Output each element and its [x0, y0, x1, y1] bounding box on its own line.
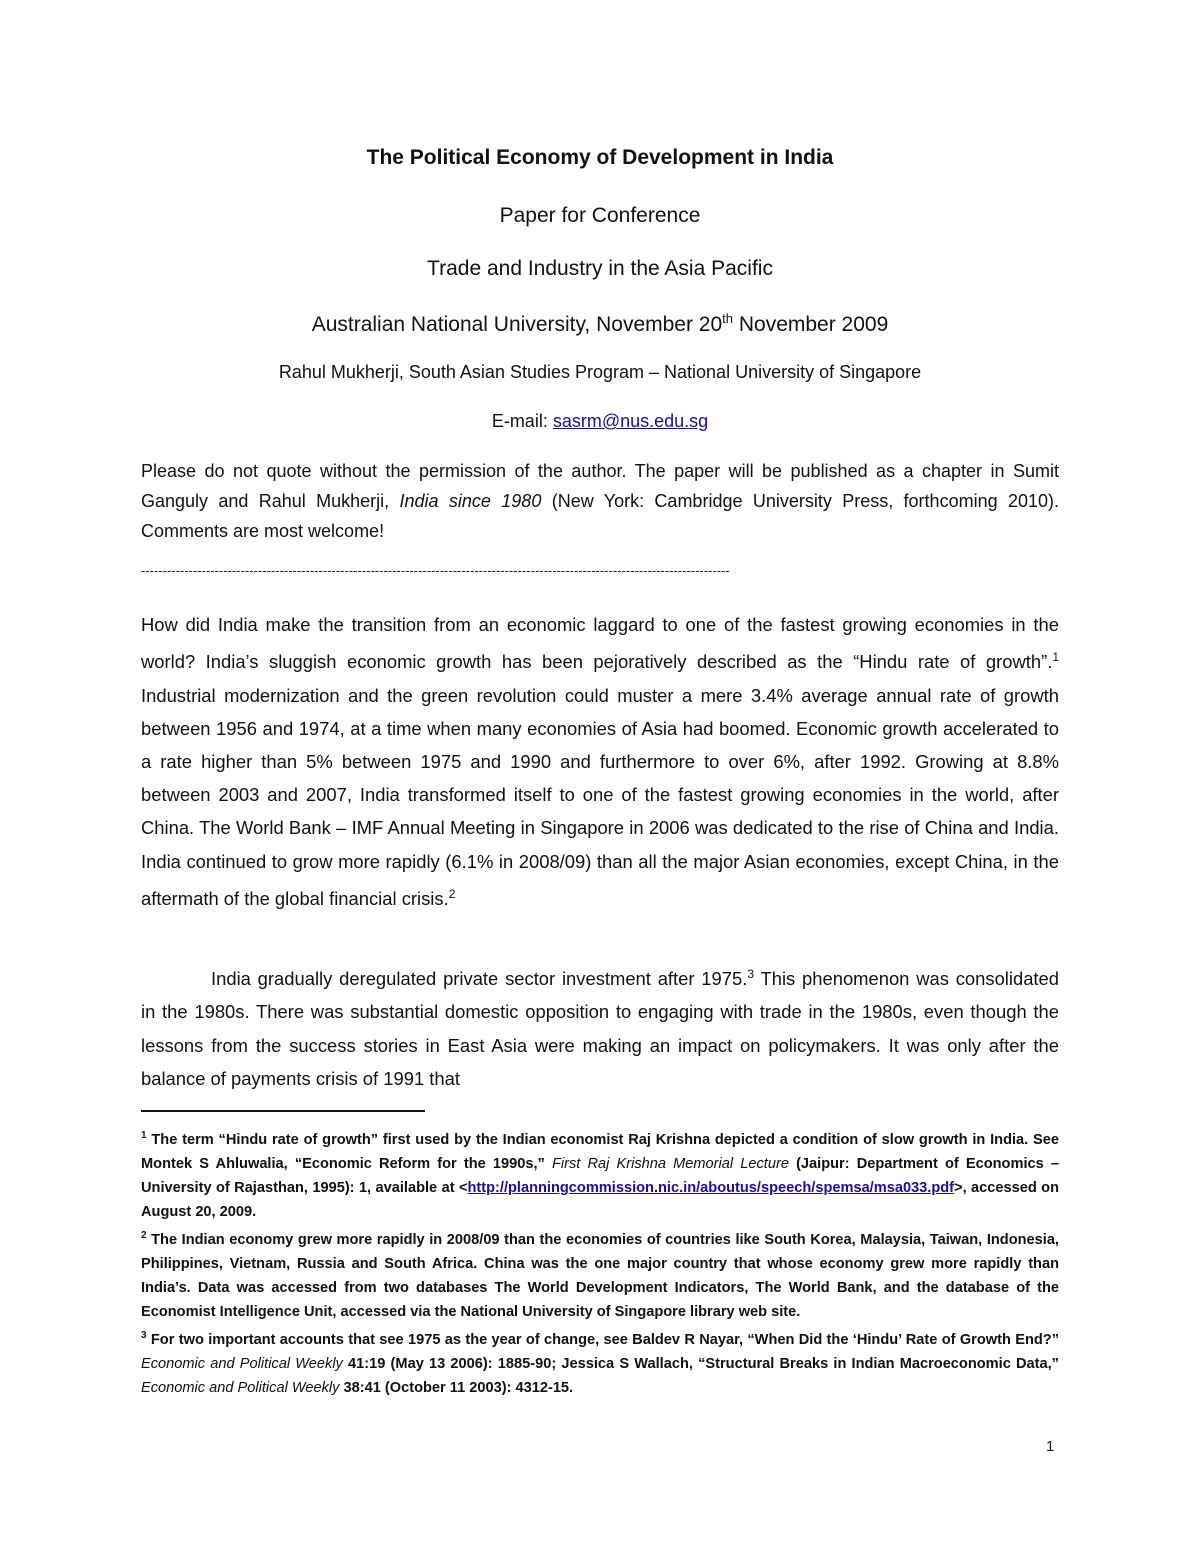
- footnote-3-journal-1: Economic and Political Weekly: [141, 1355, 343, 1372]
- venue-suffix: November 2009: [733, 313, 889, 336]
- email-label: E-mail:: [491, 411, 553, 431]
- footnote-1-text-b: (Jaipur: Department of Economics – University of Rajasthan, 1995): 1, available at <: [141, 1155, 1059, 1196]
- footnote-1-lecture-title: First Raj Krishna Memorial Lecture: [551, 1155, 789, 1172]
- footnotes: [141, 1124, 1059, 1400]
- footnote-3-text-c: 38:41 (October 11 2003): 4312-15.: [339, 1379, 574, 1396]
- email-line: [141, 411, 1059, 432]
- p2-text-a: India gradually deregulated private sector investment after 1975.: [211, 968, 748, 990]
- permission-notice: [141, 456, 1059, 546]
- notice-part2: (New York: Cambridge University Press, forthcoming 2010). Comments are most welcome!: [141, 491, 1059, 541]
- footnote-3-text-a: For two important accounts that see 1975 as the year of change, see Baldev R Nayar, “When Did the ‘Hindu’ Rate of Growth End?”: [146, 1331, 1059, 1348]
- p1-text-b: Industrial modernization and the green revolution could muster a mere 3.4% average annual rate of growth between 1956 and 1974, at a time when many economies of Asia had boomed. Economic growth accelerated to a rate higher than 5% between 1975 and 1990 and furthermore to over 6%, after 1992. Growing at 8.8% between 2003 and 2007, India transformed itself to one of the fastest growing economies in the world, after China. The World Bank – IMF Annual Meeting in Singapore in 2006 was dedicated to the rise of China and India. India continued to grow more rapidly (6.1% in 2008/09) than all the major Asian economies, except China, in the aftermath of the global financial crisis.: [141, 684, 1059, 909]
- footnote-2-number: 2: [141, 1229, 147, 1241]
- email-link[interactable]: sasrm@nus.edu.sg: [552, 411, 709, 431]
- footnote-3-journal-2: Economic and Political Weekly: [141, 1379, 340, 1396]
- footnote-ref-2[interactable]: 2: [448, 886, 456, 901]
- venue-superscript: th: [722, 311, 734, 326]
- footnote-1-number: 1: [141, 1130, 147, 1141]
- author-affiliation: Rahul Mukherji, South Asian Studies Program – National University of Singapore: [278, 362, 922, 382]
- notice-book-title: India since 1980: [399, 491, 542, 511]
- footnote-3: [141, 1324, 1059, 1400]
- footnote-ref-3[interactable]: 3: [747, 967, 755, 981]
- footnote-2: [141, 1224, 1059, 1324]
- footnote-1: [141, 1124, 1059, 1224]
- p2-text-b: This phenomenon was consolidated in the 1980s. There was substantial domestic opposition to engaging with trade in the 1980s, even though the lessons from the success stories in East Asia were making an impact on policymakers. It was only after the balance of payments crisis of 1991 that: [141, 968, 1059, 1089]
- p1-text-a: How did India make the transition from an economic laggard to one of the fastest growing economies in the world? India’s sluggish economic growth has been pejoratively described as the “Hindu rate of growth”.: [141, 614, 1059, 673]
- footnote-1-text-c: >, accessed on August 20, 2009.: [141, 1179, 1059, 1220]
- conference-name: Trade and Industry in the Asia Pacific: [427, 257, 773, 280]
- body-paragraph-2: [141, 958, 1059, 1095]
- footnote-3-number: 3: [141, 1329, 147, 1341]
- paper-title: The Political Economy of Development in India: [366, 146, 834, 169]
- footnote-1-url-link[interactable]: http://planningcommission.nic.in/aboutus/speech/spemsa/msa033.pdf: [467, 1179, 955, 1196]
- paper-for-line: Paper for Conference: [499, 204, 701, 227]
- footnote-2-text: The Indian economy grew more rapidly in 2008/09 than the economies of countries like South Korea, Malaysia, Taiwan, Indonesia, Philippines, Vietnam, Russia and South Africa. China was the one major country that whose economy grew more rapidly than India’s. Data was accessed from two databases The World Development Indicators, The World Bank, and the database of the Economist Intelligence Unit, accessed via the National University of Singapore library web site.: [141, 1231, 1059, 1320]
- footnote-3-text-b: 41:19 (May 13 2006): 1885-90; Jessica S Wallach, “Structural Breaks in Indian Macroeconomic Data,”: [342, 1355, 1059, 1372]
- page-number: 1: [1046, 1438, 1055, 1455]
- footnote-ref-1[interactable]: 1: [1052, 650, 1059, 665]
- footnote-1-text-a: The term “Hindu rate of growth” first used by the Indian economist Raj Krishna depicted a condition of slow growth in India. See Montek S Ahluwalia, “Economic Reform for the 1990s,”: [141, 1131, 1059, 1172]
- venue-prefix: Australian National University, November 20: [311, 313, 723, 336]
- notice-part1: Please do not quote without the permission of the author. The paper will be published as a chapter in Sumit Ganguly and Rahul Mukherji,: [141, 461, 1059, 511]
- dashed-divider: ----------------------------------------------------------------------------------------------------------------------------------------: [141, 563, 730, 578]
- body-paragraph-1: [141, 608, 1059, 915]
- footnote-separator: [141, 1110, 425, 1112]
- venue-date: [141, 311, 1059, 337]
